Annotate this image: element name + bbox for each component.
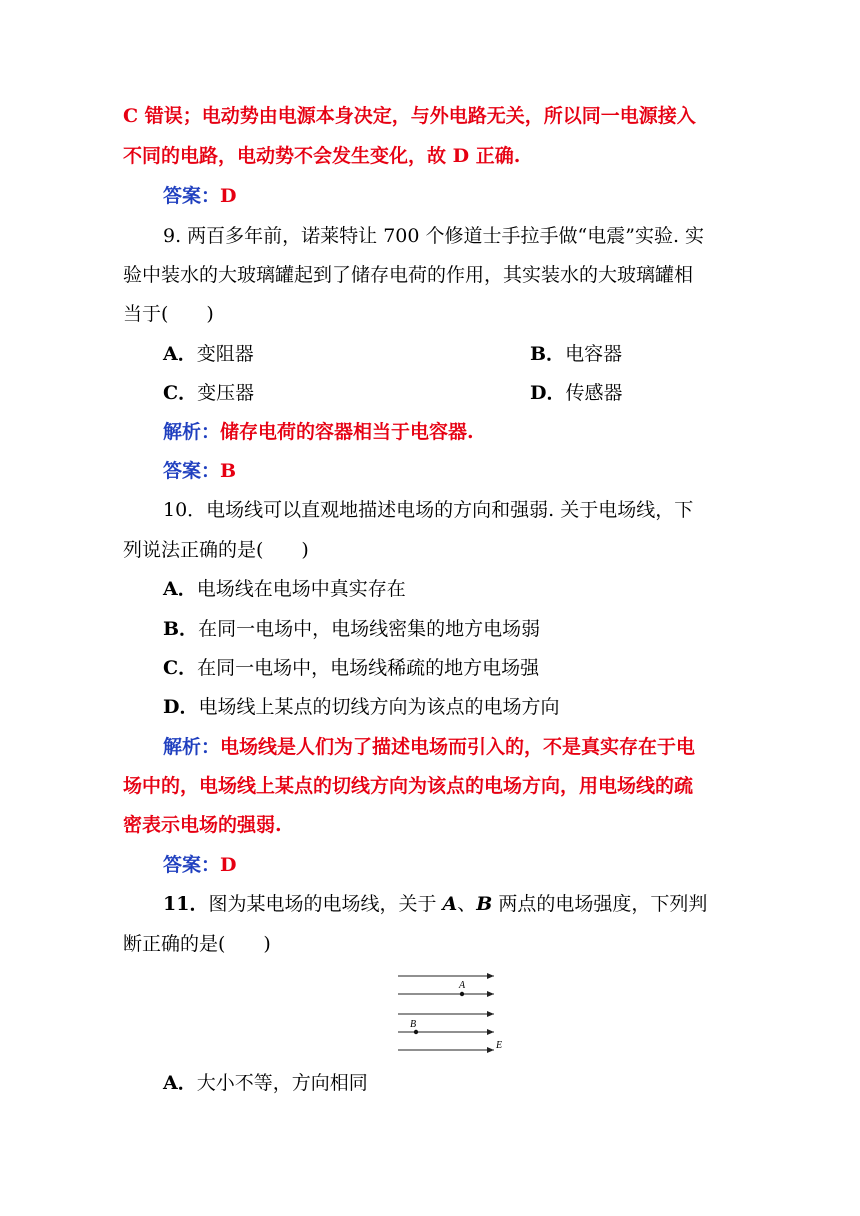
answer-label: 答案： — [163, 185, 221, 207]
analysis-text: 电场线是人们为了描述电场而引入的，不是真实存在于电 — [220, 736, 696, 758]
q10-answer — [163, 853, 237, 877]
electric-field-lines-figure — [396, 968, 512, 1056]
q11-stem-line-2: 断正确的是( ) — [123, 933, 271, 955]
option-letter: B． — [530, 343, 566, 365]
q11-stem-line-1 — [163, 892, 707, 916]
option-letter: C． — [163, 382, 198, 404]
analysis-label: 解析： — [163, 421, 221, 443]
q10-option-b — [163, 617, 540, 641]
q10-analysis-line-2: 场中的，电场线上某点的切线方向为该点的电场方向，用电场线的疏 — [123, 775, 694, 797]
option-text: 变压器 — [197, 382, 255, 404]
q9-stem-line-2: 验中装水的大玻璃罐起到了储存电荷的作用，其实装水的大玻璃罐相 — [123, 264, 694, 286]
question-number: 11． — [163, 893, 209, 915]
answer-value: D — [220, 854, 237, 876]
option-text: 变阻器 — [196, 343, 254, 365]
point-a-label: A — [442, 893, 458, 915]
field-e-label: E — [496, 1040, 503, 1051]
option-text: 电场线在电场中真实存在 — [196, 578, 406, 600]
point-a-label: A — [459, 980, 466, 991]
option-letter: C． — [163, 657, 198, 679]
q10-stem-line-1: 10．电场线可以直观地描述电场的方向和强弱. 关于电场线，下 — [163, 499, 694, 521]
point-b-label: B — [476, 893, 493, 915]
option-text: 电容器 — [565, 343, 623, 365]
option-letter: A． — [163, 1072, 197, 1094]
q9-options-row-1 — [163, 342, 623, 366]
separator: 、 — [457, 893, 477, 915]
option-text: 大小不等，方向相同 — [196, 1072, 368, 1094]
answer-value: B — [220, 460, 237, 482]
option-letter: A． — [163, 343, 197, 365]
answer-label: 答案： — [163, 460, 221, 482]
q10-analysis-line-1 — [163, 735, 695, 759]
q9-analysis — [163, 420, 474, 444]
q11-option-a — [163, 1071, 368, 1095]
option-text: 电场线上某点的切线方向为该点的电场方向 — [198, 696, 560, 718]
stem-text: 两点的电场强度，下列判 — [492, 893, 708, 915]
q10-option-a — [163, 577, 406, 601]
option-letter: B． — [163, 618, 199, 640]
option-text: 在同一电场中，电场线稀疏的地方电场强 — [197, 657, 540, 679]
option-text: 在同一电场中，电场线密集的地方电场弱 — [198, 618, 541, 640]
q9-stem-line-1: 9. 两百多年前，诺莱特让 700 个修道士手拉手做“电震”实验. 实 — [163, 225, 705, 247]
point-b-dot — [414, 1030, 418, 1034]
option-letter: D． — [163, 696, 199, 718]
prev-explanation-line-1: C 错误；电动势由电源本身决定，与外电路无关，所以同一电源接入 — [123, 105, 696, 127]
stem-text: 图为某电场的电场线，关于 — [208, 893, 443, 915]
q10-stem-line-2: 列说法正确的是( ) — [123, 539, 309, 561]
point-a-dot — [460, 992, 464, 996]
option-letter: D． — [530, 382, 566, 404]
answer-label: 答案： — [163, 854, 221, 876]
q10-option-c — [163, 656, 539, 680]
option-text: 传感器 — [565, 382, 623, 404]
q10-option-d — [163, 695, 560, 719]
point-b-label: B — [410, 1019, 417, 1030]
prev-explanation-line-2: 不同的电路，电动势不会发生变化，故 D 正确. — [123, 145, 521, 167]
q10-analysis-line-3: 密表示电场的强弱. — [123, 814, 282, 836]
q9-options-row-2 — [163, 381, 623, 405]
analysis-label: 解析： — [163, 736, 221, 758]
answer-value: D — [220, 185, 237, 207]
q9-answer — [163, 459, 236, 483]
q8-answer — [163, 184, 237, 208]
analysis-text: 储存电荷的容器相当于电容器. — [220, 421, 474, 443]
option-letter: A． — [163, 578, 197, 600]
q9-stem-line-3: 当于( ) — [123, 303, 214, 325]
